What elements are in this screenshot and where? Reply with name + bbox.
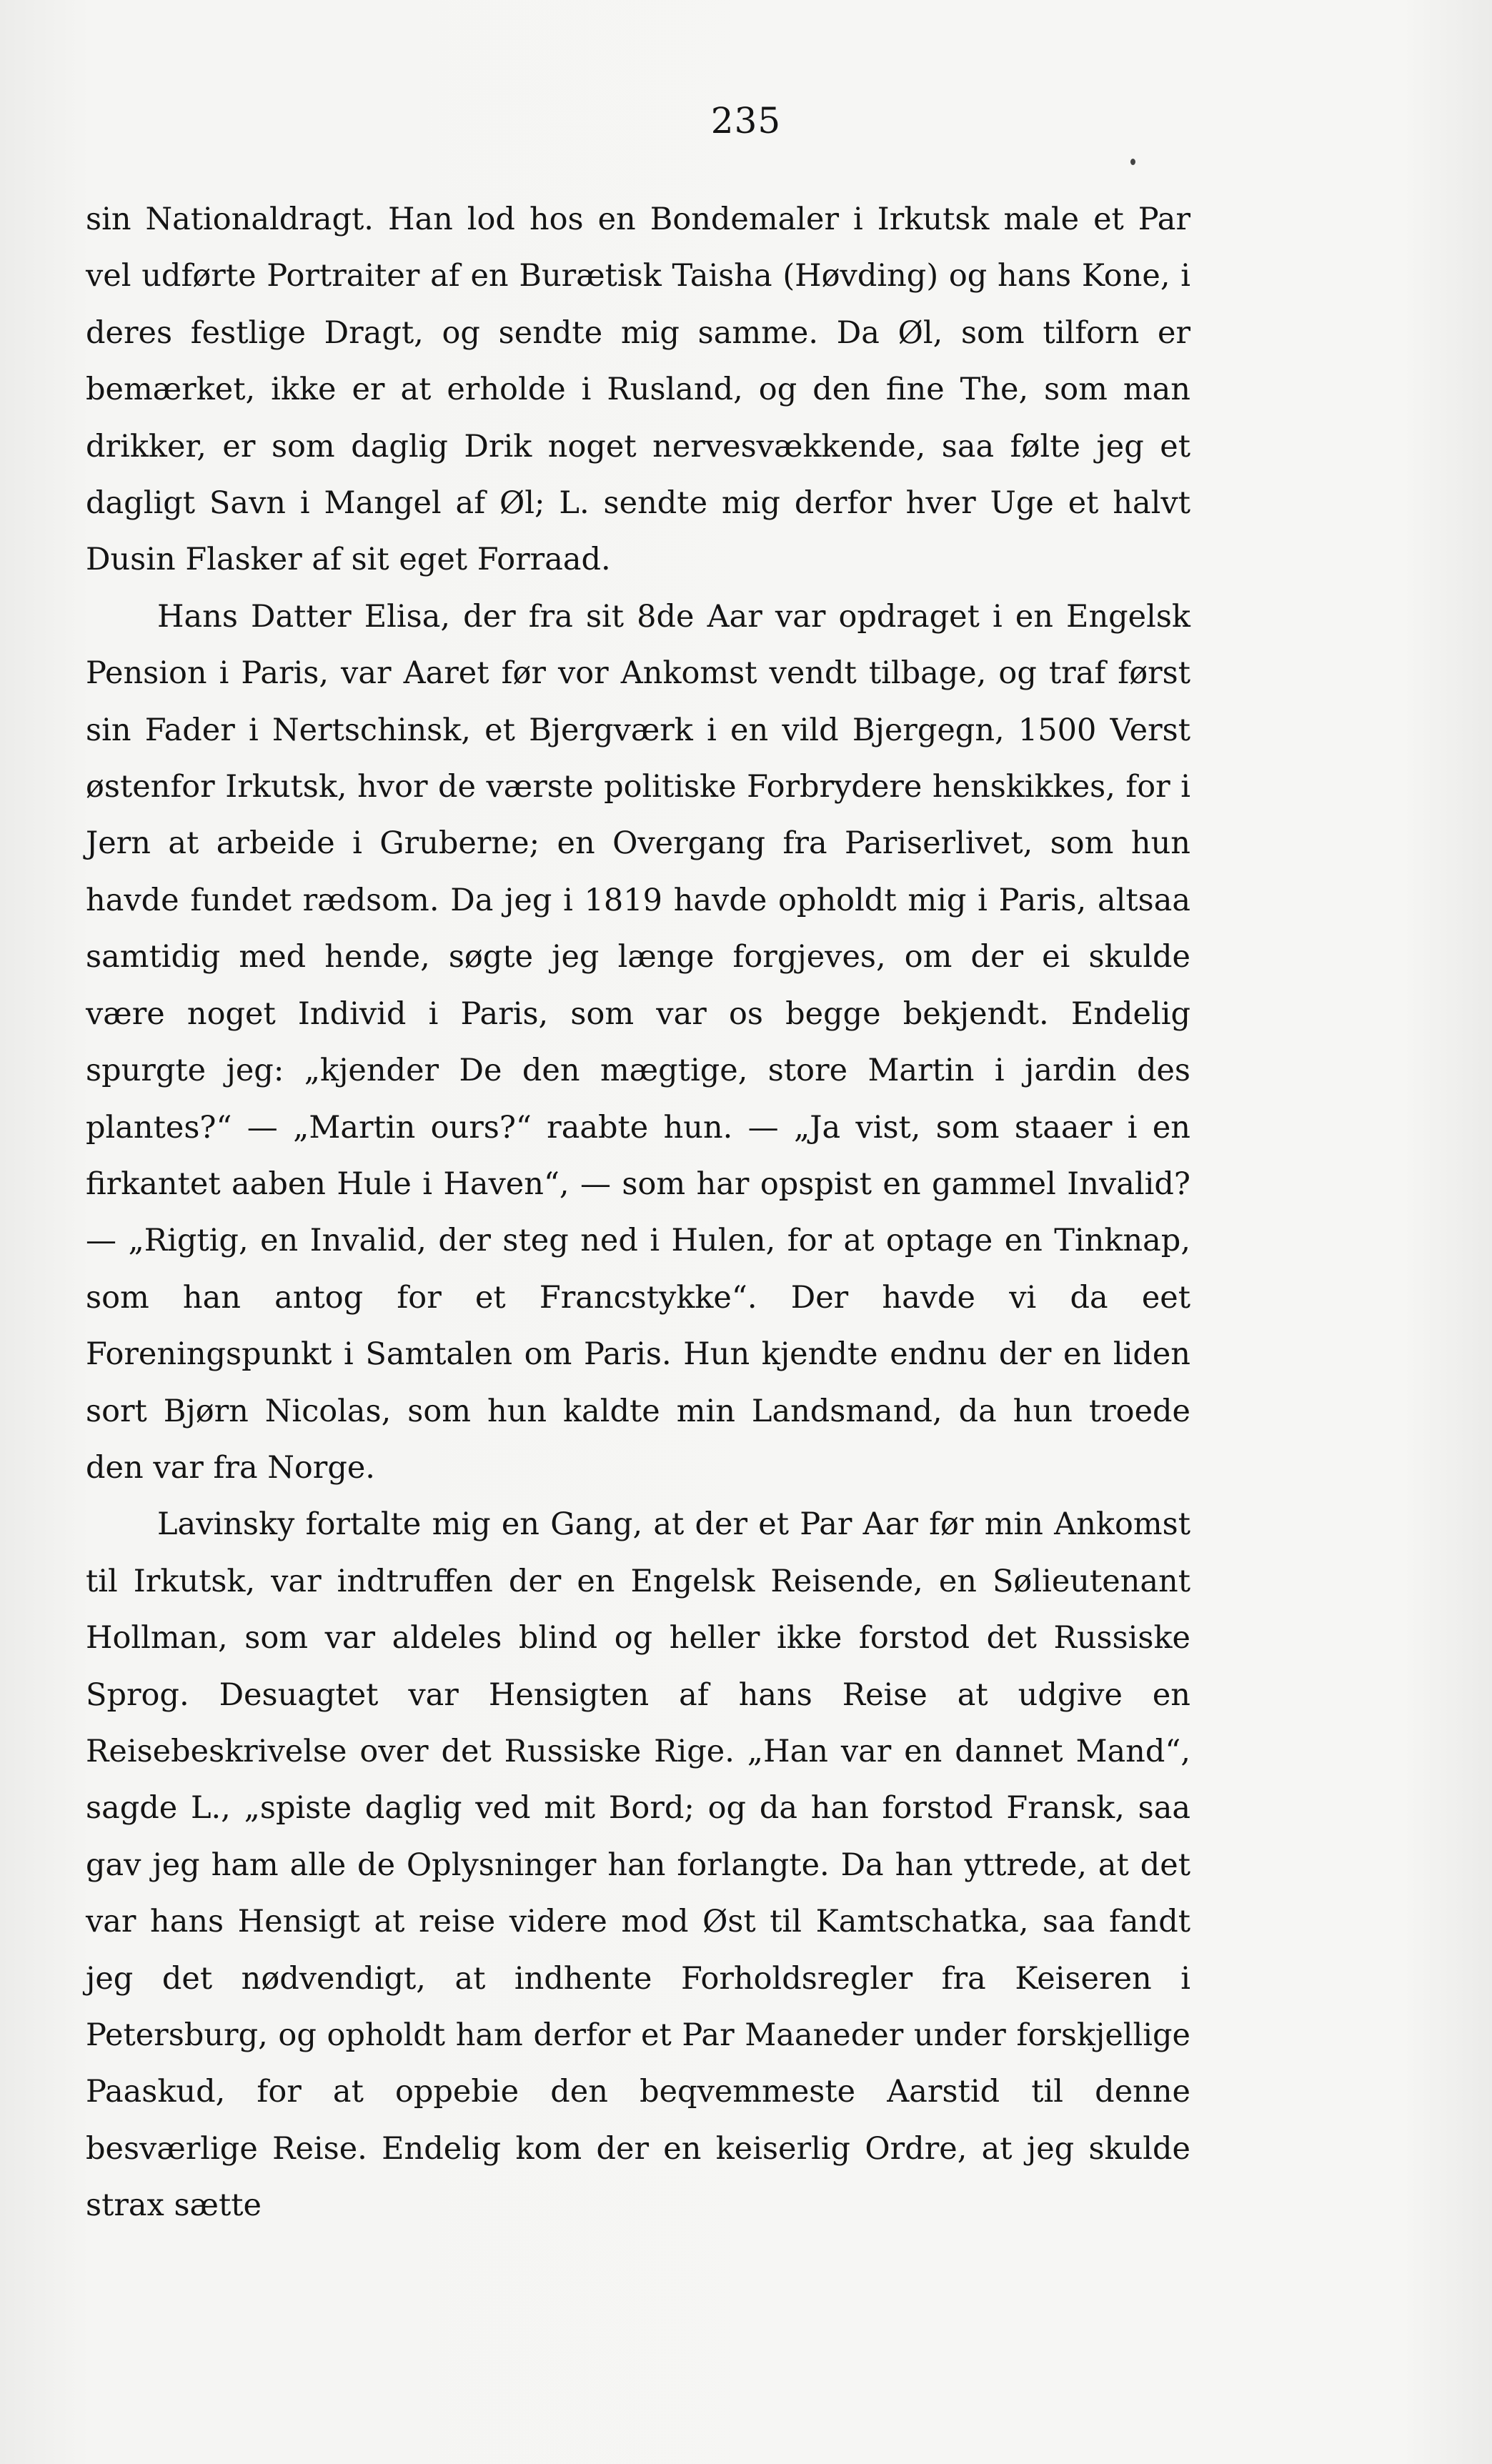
paragraph-3: Lavinsky fortalte mig en Gang, at der et Par Aar før min Ankomst til Irkutsk, var indtruffen der en Engelsk Reisende, en Sølieutenant Hollman, som var aldeles blind og heller ikke forstod det Russiske Sprog. Desuagtet var Hensigten af hans Reise at udgive en Reisebeskrivelse over det Russiske Rige. „Han var en dannet Mand“, sagde L., „spiste daglig ved mit Bord; og da han forstod Fransk, saa gav jeg ham alle de Oplysninger han forlangte. Da han yttrede, at det var hans Hensigt at reise videre mod Øst til Kamtschatka, saa fandt jeg det nødvendigt, at indhente Forholdsregler fra Keiseren i Petersburg, og opholdt ham derfor et Par Maaneder under forskjellige Paaskud, for at oppebie den beqvemmeste Aarstid til denne besværlige Reise. Endelig kom der en keiserlig Ordre, at jeg skulde strax sætte [86,1506,1190,2224]
page-number: 235 [710,100,782,141]
paper-speck [1130,159,1135,165]
paragraph-2: Hans Datter Elisa, der fra sit 8de Aar var opdraget i en Engelsk Pension i Paris, var Aaret før vor Ankomst vendt tilbage, og traf først sin Fader i Nertschinsk, et Bjergværk i en vild Bjergegn, 1500 Verst østenfor Irkutsk, hvor de værste politiske Forbrydere henskikkes, for i Jern at arbeide i Gruberne; en Overgang fra Pariserlivet, som hun havde fundet rædsom. Da jeg i 1819 havde opholdt mig i Paris, altsaa samtidig med hende, søgte jeg længe forgjeves, om der ei skulde være noget Individ i Paris, som var os begge bekjendt. Endelig spurgte jeg: „kjender De den mægtige, store Martin i jardin des plantes?“ — „Martin ours?“ raabte hun. — „Ja vist, som staaer i en firkantet aaben Hule i Haven“, — som har opspist en gammel Invalid? — „Rigtig, en Invalid, der steg ned i Hulen, for at optage en Tinknap, som han antog for et Francstykke“. Der havde vi da eet Foreningspunkt i Samtalen om Paris. Hun kjendte endnu der en liden sort Bjørn Nicolas, som hun kaldte min Landsmand, da hun troede den var fra Norge. [86,598,1190,1486]
body-text [86,192,1190,2235]
paragraph-1: sin Nationaldragt. Han lod hos en Bondemaler i Irkutsk male et Par vel udførte Portraiter af en Burætisk Taisha (Høvding) og hans Kone, i deres festlige Dragt, og sendte mig samme. Da Øl, som tilforn er bemærket, ikke er at erholde i Rusland, og den fine The, som man drikker, er som daglig Drik noget nervesvækkende, saa følte jeg et dagligt Savn i Mangel af Øl; L. sendte mig derfor hver Uge et halvt Dusin Flasker af sit eget Forraad. [86,202,1190,578]
